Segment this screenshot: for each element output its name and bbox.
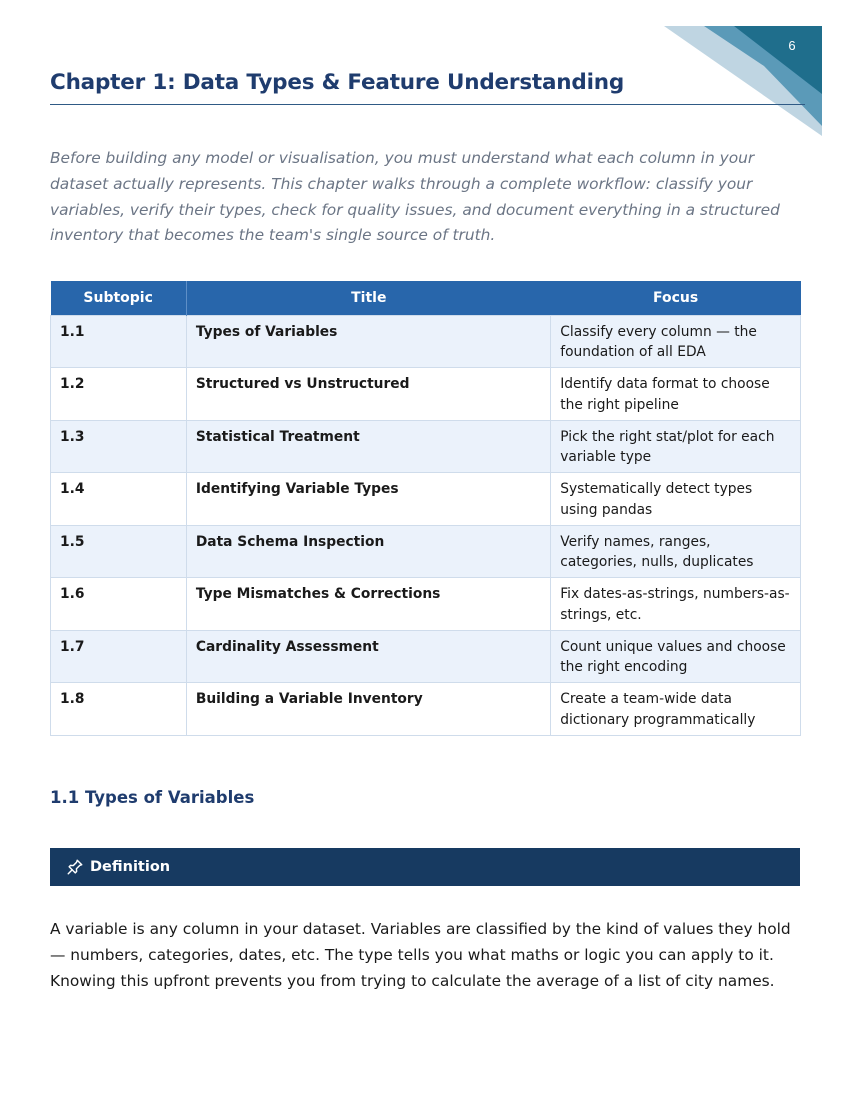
row-focus: Identify data format to choose the right pipeline — [551, 368, 801, 421]
row-number: 1.7 — [51, 630, 187, 683]
row-focus: Create a team-wide data dictionary programmatically — [551, 683, 801, 736]
page-number: 6 — [788, 38, 796, 53]
row-title: Data Schema Inspection — [186, 525, 550, 578]
header-title: Title — [186, 281, 550, 315]
table-row — [51, 368, 801, 421]
table-row — [51, 473, 801, 526]
row-title: Building a Variable Inventory — [186, 683, 550, 736]
definition-label: Definition — [90, 859, 171, 875]
pushpin-icon — [66, 858, 84, 876]
row-title: Types of Variables — [186, 315, 550, 368]
table-row — [51, 630, 801, 683]
row-title: Structured vs Unstructured — [186, 368, 550, 421]
row-number: 1.3 — [51, 420, 187, 473]
row-focus: Count unique values and choose the right encoding — [551, 630, 801, 683]
row-number: 1.1 — [51, 315, 187, 368]
chapter-title: Chapter 1: Data Types & Feature Understanding — [50, 70, 625, 95]
row-focus: Pick the right stat/plot for each variable type — [551, 420, 801, 473]
table-row — [51, 315, 801, 368]
title-divider — [50, 104, 805, 105]
chapter-intro: Before building any model or visualisation, you must understand what each column in your dataset actually represents. This chapter walks through a complete workflow: classify your variables, verify their types, check for quality issues, and document everything in a structured inventory that becomes the team's single source of truth. — [50, 149, 780, 245]
header-focus: Focus — [551, 281, 801, 315]
definition-bar — [50, 848, 800, 886]
row-focus: Classify every column — the foundation of all EDA — [551, 315, 801, 368]
table-row — [51, 683, 801, 736]
row-focus: Systematically detect types using pandas — [551, 473, 801, 526]
row-title: Identifying Variable Types — [186, 473, 550, 526]
table-row — [51, 578, 801, 631]
row-focus: Verify names, ranges, categories, nulls, duplicates — [551, 525, 801, 578]
row-number: 1.8 — [51, 683, 187, 736]
definition-text: A variable is any column in your dataset. Variables are classified by the kind of values they hold — numbers, categories, dates, etc. The type tells you what maths or logic you can apply to it. Knowing this upfront prevents you from trying to calculate the average of a list of city names. — [50, 920, 791, 990]
row-title: Cardinality Assessment — [186, 630, 550, 683]
header-subtopic: Subtopic — [51, 281, 187, 315]
table-header-row — [51, 281, 801, 315]
row-number: 1.5 — [51, 525, 187, 578]
row-number: 1.6 — [51, 578, 187, 631]
table-row — [51, 525, 801, 578]
row-title: Statistical Treatment — [186, 420, 550, 473]
row-focus: Fix dates-as-strings, numbers-as-strings, etc. — [551, 578, 801, 631]
row-title: Type Mismatches & Corrections — [186, 578, 550, 631]
table-row — [51, 420, 801, 473]
section-heading: 1.1 Types of Variables — [50, 788, 255, 807]
row-number: 1.2 — [51, 368, 187, 421]
subtopic-table — [50, 281, 801, 736]
row-number: 1.4 — [51, 473, 187, 526]
